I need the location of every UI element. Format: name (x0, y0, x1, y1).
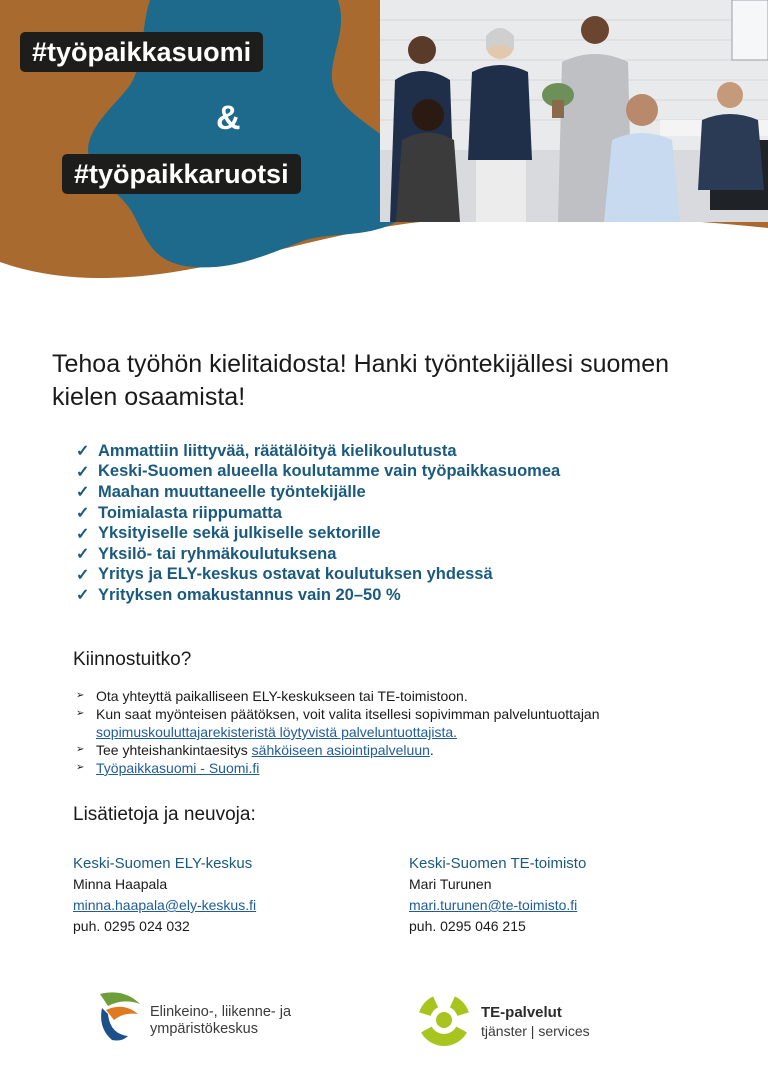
hashtag-tyopaikkaruotsi: #työpaikkaruotsi (62, 154, 301, 194)
steps-list (76, 687, 696, 777)
arrow-bullet-icon: ➢ (76, 708, 85, 719)
te-name: TE-palvelut (481, 1004, 562, 1021)
ely-logo (94, 988, 314, 1044)
list-item: ✓ Maahan muuttaneelle työntekijälle (76, 482, 366, 502)
te-subtitle: tjänster | services (481, 1023, 590, 1039)
arrow-bullet-icon: ➢ (76, 690, 85, 701)
contractor-registry-link[interactable]: sopimuskouluttajarekisteristä löytyvistä palveluntuottajista. (96, 724, 458, 740)
suomi-fi-link[interactable]: Työpaikkasuomi - Suomi.fi (96, 760, 260, 776)
list-item: ✓ Keski-Suomen alueella koulutamme vain työpaikkasuomea (76, 462, 561, 481)
checkmark-icon: ✓ (76, 587, 90, 605)
ampersand: & (216, 99, 241, 137)
benefits-list (76, 441, 560, 606)
checkmark-icon: ✓ (76, 443, 90, 461)
contact-name: Mari Turunen (409, 876, 492, 892)
list-item: ✓ Yritys ja ELY-keskus ostavat koulutuksen yhdessä (76, 565, 493, 584)
te-emblem-icon (414, 990, 474, 1050)
e-service-link[interactable]: sähköiseen asiointipalveluun (251, 742, 430, 758)
list-item: ➢ Ota yhteyttä paikalliseen ELY-keskukseen tai TE-toimistoon. (76, 688, 468, 704)
ely-emblem-icon (94, 988, 144, 1042)
hashtag-tyopaikkasuomi: #työpaikkasuomi (20, 32, 263, 72)
checkmark-icon: ✓ (76, 505, 90, 523)
contact-org: Keski-Suomen TE-toimisto (409, 855, 587, 872)
arrow-bullet-icon: ➢ (76, 744, 85, 755)
ely-name-line1: Elinkeino-, liikenne- ja (150, 1004, 292, 1020)
list-item: ✓ Yksityiselle sekä julkiselle sektorille (76, 524, 381, 543)
contact-te (409, 853, 586, 937)
office-photo (380, 0, 768, 222)
list-item: ➢ Kun saat myönteisen päätöksen, voit valita itsellesi sopivimman palveluntuottajan sopimuskouluttajarekisteristä löytyvistä palveluntuottajista. (76, 706, 600, 740)
list-item: ✓ Ammattiin liittyvää, räätälöityä kielikoulutusta (76, 441, 457, 461)
list-item: ✓ Yrityksen omakustannus vain 20–50 % (76, 585, 401, 605)
interest-heading: Kiinnostuitko? (73, 649, 192, 670)
contact-phone: puh. 0295 046 215 (409, 918, 526, 934)
checkmark-icon: ✓ (76, 525, 90, 543)
info-heading: Lisätietoja ja neuvoja: (73, 804, 256, 825)
checkmark-icon: ✓ (76, 566, 90, 584)
list-item: ➢ Tee yhteishankintaesitys sähköiseen asiointipalveluun. (76, 742, 434, 758)
te-palvelut-logo (414, 990, 624, 1050)
list-item (76, 759, 696, 777)
checkmark-icon: ✓ (76, 546, 90, 564)
contact-org: Keski-Suomen ELY-keskus (73, 855, 253, 872)
arrow-bullet-icon: ➢ (76, 762, 85, 773)
headline: Tehoa työhön kielitaidosta! Hanki työntekijällesi suomen kielen osaamista! (52, 350, 670, 411)
contact-email-link[interactable]: minna.haapala@ely-keskus.fi (73, 897, 257, 913)
contact-name: Minna Haapala (73, 876, 168, 892)
ely-name-line2: ympäristökeskus (150, 1021, 258, 1037)
header-banner (0, 0, 768, 300)
contact-phone: puh. 0295 024 032 (73, 918, 190, 934)
checkmark-icon: ✓ (76, 463, 90, 481)
contact-email-link[interactable]: mari.turunen@te-toimisto.fi (409, 897, 578, 913)
contact-ely (73, 853, 256, 937)
list-item: ✓ Yksilö- tai ryhmäkoulutuksena (76, 544, 337, 564)
list-item: ✓ Toimialasta riippumatta (76, 503, 282, 523)
checkmark-icon: ✓ (76, 484, 90, 502)
